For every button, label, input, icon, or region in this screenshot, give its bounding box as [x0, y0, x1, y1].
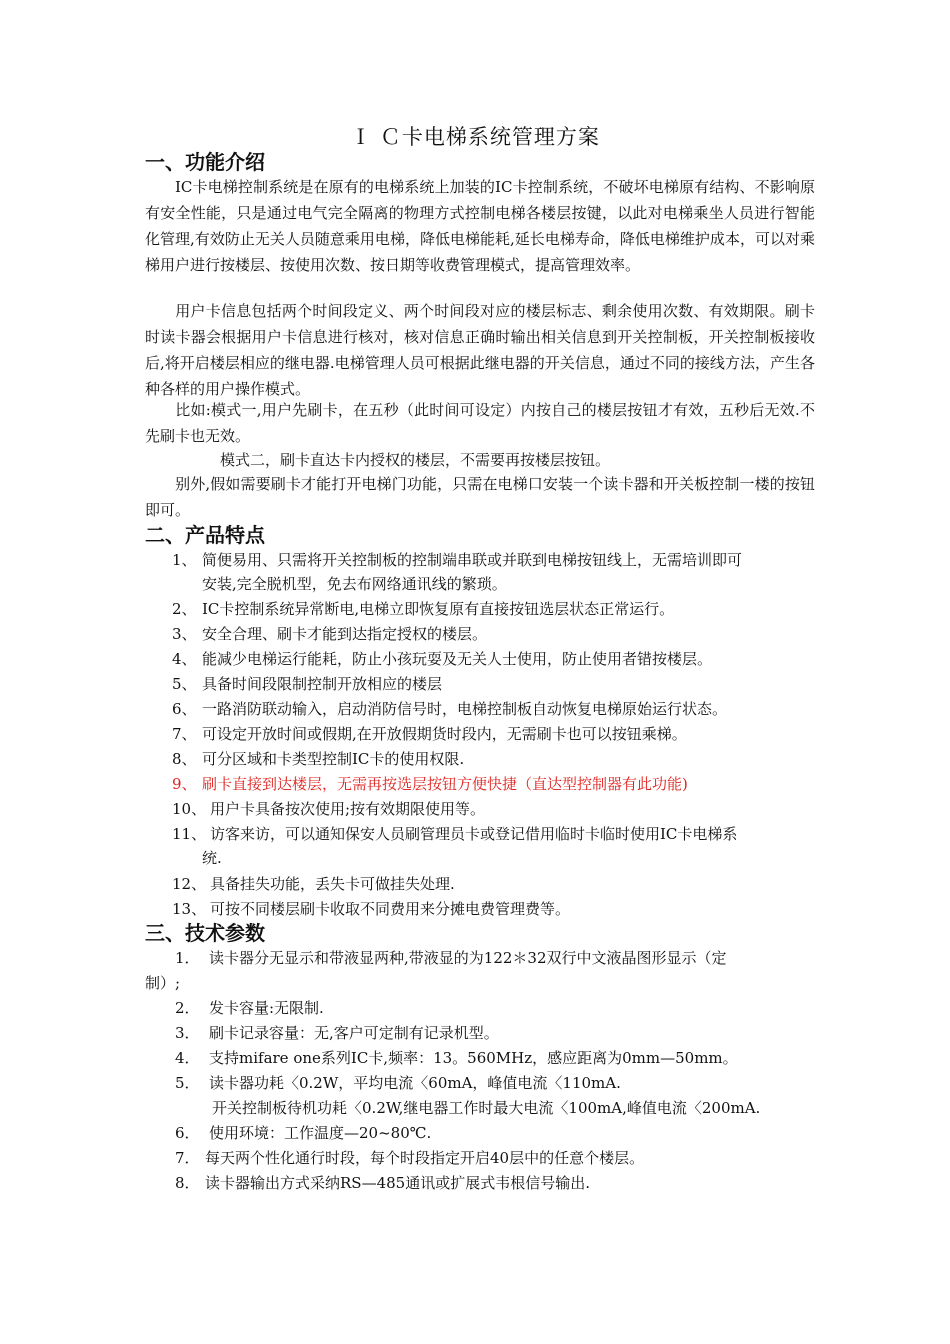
feature-item-highlighted — [172, 772, 812, 796]
feature-text: 可分区域和卡类型控制IC卡的使用权限. — [202, 750, 465, 768]
feature-text: 访客来访，可以通知保安人员刷管理员卡或登记借用临时卡临时使用IC卡电梯系 — [210, 825, 738, 843]
spec-text: 读卡器功耗〈0.2W，平均电流〈60mA，峰值电流〈110mA. — [209, 1074, 621, 1092]
feature-number: 5、 — [172, 675, 197, 693]
spec-text-continued: 开关控制板待机功耗〈0.2W,继电器工作时最大电流〈100mA,峰值电流〈200mA. — [212, 1099, 761, 1117]
spec-text: 读卡器分无显示和带液显两种,带液显的为122＊32双行中文液晶图形显示（定 — [209, 949, 727, 967]
spec-number: 5． — [175, 1074, 200, 1092]
feature-item — [172, 897, 812, 921]
feature-number: 10、 — [172, 800, 207, 818]
feature-number: 11、 — [172, 825, 207, 843]
feature-text-continued: 安装,完全脱机型，免去布网络通讯线的繁琐。 — [202, 575, 507, 593]
spec-number: 1． — [175, 949, 200, 967]
spec-item — [175, 946, 727, 970]
spec-item — [175, 1046, 738, 1070]
paragraph-user-card-text: 用户卡信息包括两个时间段定义、两个时间段对应的楼层标志、剩余使用次数、有效期限。刷卡时读卡器会根据用户卡信息进行核对，核对信息正确时输出相关信息到开关控制板，开关控制板接收后,将开启楼层相应的继电器.电梯管理人员可根据此继电器的开关信息，通过不同的接线方法，产生各种各样的用户操作模式。 — [145, 302, 815, 398]
feature-item — [172, 647, 812, 671]
feature-text: 可按不同楼层刷卡收取不同费用来分摊电费管理费等。 — [210, 900, 571, 918]
spec-item — [175, 1146, 644, 1170]
paragraph-intro-text: IC卡电梯控制系统是在原有的电梯系统上加装的IC卡控制系统，不破坏电梯原有结构、不影响原有安全性能，只是通过电气完全隔离的物理方式控制电梯各楼层按键，以此对电梯乘坐人员进行智能化管理,有效防止无关人员随意乘用电梯，降低电梯能耗,延长电梯寿命，降低电梯维护成本，可以对乘梯用户进行按楼层、按使用次数、按日期等收费管理模式，提高管理效率。 — [145, 178, 815, 274]
paragraph-intro — [145, 174, 815, 278]
spec-number: 4． — [175, 1049, 200, 1067]
feature-text-continued: 统. — [202, 849, 222, 867]
feature-item — [172, 548, 812, 596]
spec-number: 6． — [175, 1124, 200, 1142]
paragraph-mode-two: 模式二，刷卡直达卡内授权的楼层，不需要再按楼层按钮。 — [220, 451, 611, 469]
spec-text: 每天两个性化通行时段，每个时段指定开启40层中的任意个楼层。 — [205, 1149, 645, 1167]
feature-text: 能减少电梯运行能耗，防止小孩玩耍及无关人士使用，防止使用者错按楼层。 — [202, 650, 713, 668]
feature-text: 一路消防联动输入，启动消防信号时，电梯控制板自动恢复电梯原始运行状态。 — [202, 700, 728, 718]
feature-text: 安全合理、刷卡才能到达指定授权的楼层。 — [202, 625, 488, 643]
feature-item — [172, 822, 812, 870]
paragraph-user-card — [145, 298, 815, 402]
feature-item — [172, 797, 812, 821]
feature-number: 12、 — [172, 875, 207, 893]
spec-number: 3． — [175, 1024, 200, 1042]
feature-item — [172, 747, 812, 771]
paragraph-door-text: 别外,假如需要刷卡才能打开电梯门功能，只需在电梯口安装一个读卡器和开关板控制一楼的按钮即可。 — [145, 475, 815, 519]
spec-item — [175, 1121, 431, 1145]
feature-item — [172, 597, 812, 621]
section-heading-specs: 三、技术参数 — [145, 921, 265, 945]
feature-text: IC卡控制系统异常断电,电梯立即恢复原有直接按钮选层状态正常运行。 — [202, 600, 675, 618]
feature-text: 可设定开放时间或假期,在开放假期货时段内，无需刷卡也可以按钮乘梯。 — [202, 725, 687, 743]
feature-text: 简便易用、只需将开关控制板的控制端串联或并联到电梯按钮线上，无需培训即可 — [202, 551, 743, 569]
feature-number: 1、 — [172, 551, 197, 569]
spec-item — [175, 1071, 621, 1095]
section-heading-features: 二、产品特点 — [145, 523, 265, 547]
feature-number: 7、 — [172, 725, 197, 743]
spec-number: 2． — [175, 999, 200, 1017]
spec-text-continued: 制）; — [145, 974, 181, 992]
spec-item — [175, 1021, 499, 1045]
feature-item — [172, 872, 812, 896]
paragraph-mode-one — [145, 397, 815, 449]
feature-number: 2、 — [172, 600, 197, 618]
spec-text: 发卡容量:无限制. — [209, 999, 324, 1017]
feature-number: 13、 — [172, 900, 207, 918]
spec-item — [175, 996, 324, 1020]
feature-text: 刷卡直接到达楼层，无需再按选层按钮方便快捷（直达型控制器有此功能) — [202, 775, 688, 793]
feature-number: 9、 — [172, 775, 197, 793]
spec-number: 8． — [175, 1174, 200, 1192]
feature-number: 8、 — [172, 750, 197, 768]
feature-text: 具备时间段限制控制开放相应的楼层 — [202, 675, 443, 693]
spec-item — [175, 1171, 590, 1195]
feature-number: 4、 — [172, 650, 197, 668]
feature-text: 用户卡具备按次使用;按有效期限使用等。 — [210, 800, 486, 818]
section-heading-function: 一、功能介绍 — [145, 150, 265, 174]
feature-number: 6、 — [172, 700, 197, 718]
paragraph-mode-one-text: 比如:模式一,用户先刷卡，在五秒（此时间可设定）内按自己的楼层按钮才有效，五秒后无效.不先刷卡也无效。 — [145, 401, 815, 445]
spec-text: 刷卡记录容量：无,客户可定制有记录机型。 — [209, 1024, 499, 1042]
spec-text: 使用环境：工作温度—20~80℃. — [209, 1124, 432, 1142]
spec-number: 7． — [175, 1149, 200, 1167]
paragraph-door — [145, 471, 815, 523]
feature-item — [172, 672, 812, 696]
spec-text: 读卡器输出方式采纳RS—485通讯或扩展式韦根信号输出. — [205, 1174, 590, 1192]
feature-item — [172, 622, 812, 646]
feature-item — [172, 697, 812, 721]
feature-text: 具备挂失功能，丢失卡可做挂失处理. — [210, 875, 455, 893]
feature-number: 3、 — [172, 625, 197, 643]
feature-item — [172, 722, 812, 746]
spec-text: 支持mifare one系列IC卡,频率：13。560MHz，感应距离为0mm—50mm。 — [209, 1049, 738, 1067]
page-title: Ｉ Ｃ卡电梯系统管理方案 — [350, 125, 600, 149]
